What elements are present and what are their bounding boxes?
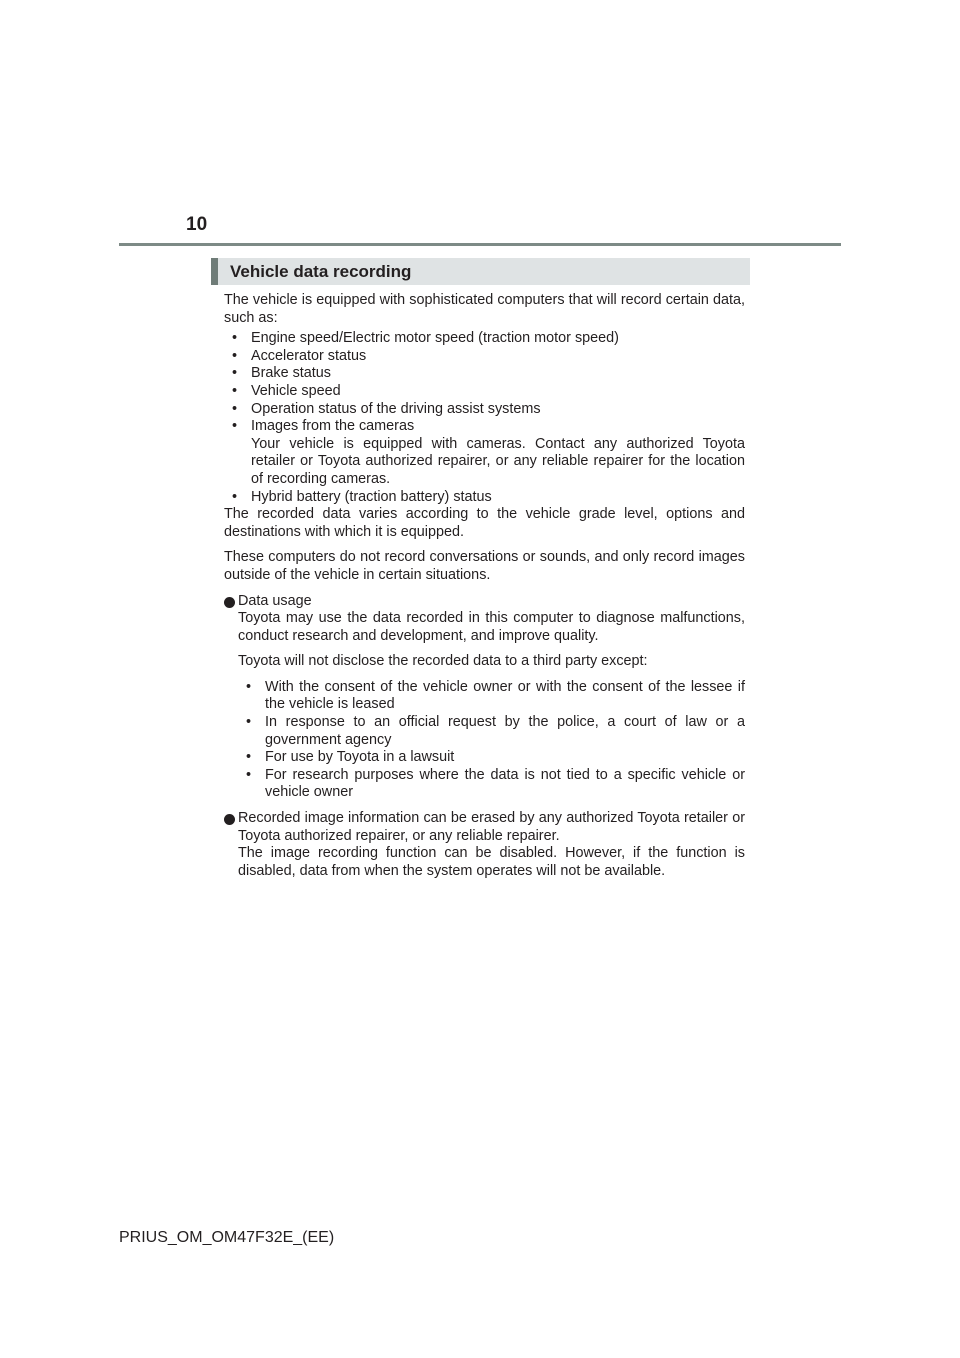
- bullet-icon: •: [246, 714, 252, 731]
- data-usage-heading: Data usage: [238, 592, 312, 609]
- exceptions-list: [238, 679, 745, 802]
- image-info-text: Recorded image information can be erased by any authorized Toyota retailer or Toyota authorized repairer, or any reliable repairer.: [238, 810, 745, 844]
- list-item: • In response to an official request by the police, a court of law or a government agency: [246, 714, 745, 748]
- bullet-icon: •: [246, 766, 252, 783]
- list-item: • For research purposes where the data is not tied to a specific vehicle or vehicle owner: [246, 766, 745, 801]
- list-item: • Images from the cameras Your vehicle is equipped with cameras. Contact any authorized Toyota retailer or Toyota authorized repairer, or any reliable repairer for the location of recording cameras.: [232, 418, 745, 487]
- section-heading: Vehicle data recording: [211, 258, 750, 285]
- bullet-icon: •: [232, 488, 238, 505]
- bullet-icon: •: [232, 330, 238, 347]
- bullet-icon: •: [232, 365, 238, 382]
- bullet-icon: •: [246, 749, 252, 766]
- conversations-paragraph: These computers do not record conversations or sounds, and only record images outside of the vehicle in certain situations.: [224, 549, 745, 583]
- list-item: • With the consent of the vehicle owner or with the consent of the lessee if the vehicle is leased: [246, 678, 745, 713]
- image-disable-note: The image recording function can be disabled. However, if the function is disabled, data from when the system operates will not be available.: [238, 845, 745, 879]
- bullet-icon: •: [246, 678, 252, 695]
- recorded-data-list: [224, 330, 745, 506]
- filled-circle-icon: [224, 814, 235, 825]
- data-usage-text: Toyota may use the data recorded in this computer to diagnose malfunctions, conduct research and development, and improve quality.: [238, 610, 745, 644]
- list-item: • For use by Toyota in a lawsuit: [246, 749, 455, 766]
- list-item: • Accelerator status: [232, 347, 367, 364]
- data-usage-topic: [224, 593, 745, 803]
- list-item: • Operation status of the driving assist systems: [232, 400, 541, 417]
- list-item: • Vehicle speed: [232, 382, 341, 399]
- filled-circle-icon: [224, 597, 235, 608]
- grade-paragraph: The recorded data varies according to the vehicle grade level, options and destinations with which it is equipped.: [224, 506, 745, 540]
- bullet-icon: •: [232, 418, 238, 435]
- image-info-topic: [224, 810, 745, 880]
- cameras-note: Your vehicle is equipped with cameras. Contact any authorized Toyota retailer or Toyota authorized repairer, or any reliable repairer for the location of recording cameras.: [251, 435, 745, 487]
- disclosure-intro: Toyota will not disclose the recorded data to a third party except:: [238, 653, 648, 670]
- list-item: • Hybrid battery (traction battery) status: [232, 488, 492, 505]
- bullet-icon: •: [232, 347, 238, 364]
- bullet-icon: •: [232, 400, 238, 417]
- list-item: • Brake status: [232, 365, 331, 382]
- footer-code: PRIUS_OM_OM47F32E_(EE): [119, 1229, 335, 1246]
- bullet-icon: •: [232, 382, 238, 399]
- list-item: • Engine speed/Electric motor speed (traction motor speed): [232, 330, 619, 347]
- intro-paragraph: The vehicle is equipped with sophisticated computers that will record certain data, such as:: [224, 292, 745, 326]
- page-number: 10: [186, 214, 208, 235]
- header-rule: [119, 243, 841, 246]
- page-content: [224, 292, 745, 880]
